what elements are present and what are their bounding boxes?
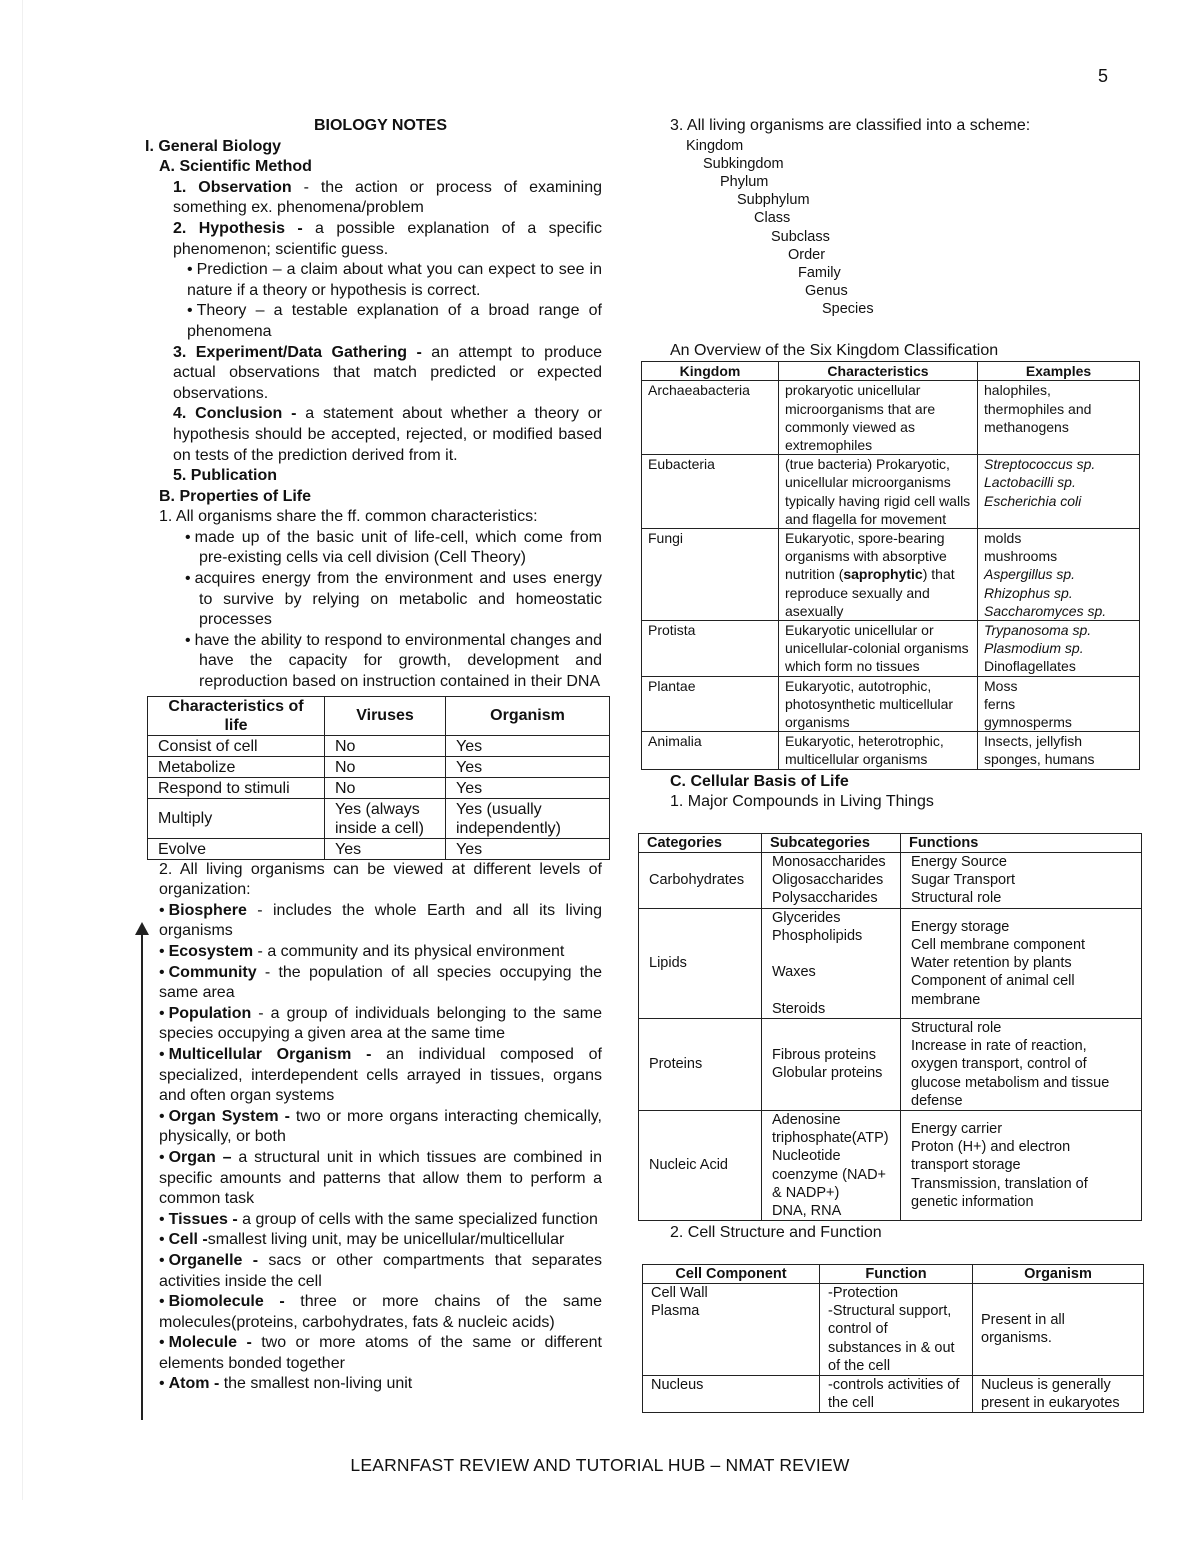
bullet-text: Prediction – a claim about what you can expect to see in nature if a theory or hypothesis is correct. — [187, 261, 602, 299]
kingdom-characteristics: Eukaryotic unicellular or unicellular-colonial organisms which form no tissues — [779, 621, 978, 677]
function: -Structural support, control of substances in & out of the cell — [828, 1303, 955, 1374]
bullet-text: Theory – a testable explanation of a broad range of phenomena — [187, 302, 602, 340]
subcategories — [762, 853, 901, 909]
scheme-level: Family — [798, 265, 841, 282]
hierarchy-arrow — [141, 930, 143, 1420]
subcategory: Globular proteins — [772, 1065, 883, 1082]
function: -Protection — [828, 1284, 899, 1301]
functions — [901, 853, 1142, 909]
table-header: Organism — [446, 696, 610, 735]
char-text: Eukaryotic, spore-bearing organisms with absorptive nutrition ( — [785, 530, 947, 583]
bullet-dot — [159, 1334, 169, 1351]
example: Insects, jellyfish — [984, 733, 1083, 750]
doc-title: BIOLOGY NOTES — [313, 117, 448, 134]
compounds-table — [638, 833, 1142, 1221]
cell-structure-title: 2. Cell Structure and Function — [670, 1224, 882, 1242]
cell: Yes (usually independently) — [446, 798, 610, 838]
props-intro: 1. All organisms share the ff. common characteristics: — [159, 508, 538, 526]
example: Lactobacilli sp. — [984, 474, 1076, 491]
level-desc: smallest living unit, may be unicellular/multicellular — [207, 1231, 565, 1249]
functions — [901, 1018, 1142, 1110]
level-desc: sacs or other compartments that separates activities inside the cell — [159, 1251, 602, 1290]
subcategory — [772, 945, 890, 963]
cell: Yes — [325, 838, 446, 859]
function: Cell membrane component — [911, 936, 1086, 953]
sm-experiment — [159, 343, 602, 405]
hyp-bullet — [159, 301, 602, 342]
kingdom-name: Animalia — [642, 732, 779, 769]
subcategory: Fibrous proteins — [772, 1047, 876, 1064]
desc: a possible explanation of a specific phenomenon; scientific guess. — [173, 219, 602, 258]
function: Proton (H+) and electron transport storage — [911, 1139, 1071, 1174]
cell-function — [820, 1375, 973, 1412]
term: 4. Conclusion - — [173, 405, 297, 423]
functions — [901, 1110, 1142, 1220]
level-item — [159, 1230, 602, 1251]
props-bullet — [159, 528, 602, 569]
table-row — [642, 732, 1140, 769]
function: Water retention by plants — [911, 955, 1072, 972]
cell: No — [325, 756, 446, 777]
bullet-dot — [159, 1252, 169, 1269]
function: Structural role — [911, 1019, 1002, 1036]
table-row — [639, 853, 1142, 909]
table-row — [642, 529, 1140, 621]
component: Plasma — [651, 1303, 700, 1320]
component: Nucleus — [651, 1376, 704, 1393]
level-desc: a group of cells with the same specialized function — [237, 1210, 598, 1228]
page-edge — [22, 0, 23, 1500]
level-item — [159, 963, 602, 1004]
level-term: Biosphere — [168, 901, 247, 919]
section-general-biology: I. General Biology — [145, 137, 282, 155]
sm-publication — [159, 466, 602, 487]
table-row — [639, 1018, 1142, 1110]
table-header-row — [643, 1264, 1144, 1283]
subcategory: Nucleotide coenzyme (NAD+ & NADP+) — [772, 1148, 887, 1201]
level-term: Ecosystem — [168, 943, 254, 960]
table-header: Organism — [973, 1264, 1144, 1283]
level-item — [159, 1292, 602, 1333]
level-term: Molecule - — [168, 1334, 252, 1352]
kingdom-examples — [978, 381, 1140, 455]
subcategory — [772, 982, 890, 1000]
subcategory: Phospholipids — [772, 927, 863, 944]
function: -controls activities of the cell — [828, 1376, 960, 1412]
table-header: Functions — [901, 833, 1142, 852]
table-row — [148, 798, 610, 838]
cell-component — [643, 1375, 820, 1412]
levels-intro: 2. All living organisms can be viewed at different levels of organization: — [159, 860, 602, 899]
category: Carbohydrates — [639, 853, 762, 909]
kingdom-characteristics: (true bacteria) Prokaryotic, unicellular microorganisms typically having rigid cell walls and flagella for movement — [779, 455, 978, 529]
example: methanogens — [984, 418, 1069, 435]
level-item — [159, 942, 602, 963]
subcategory: Monosaccharides — [772, 854, 886, 871]
right-column — [638, 116, 1148, 1413]
level-term: Organ System - — [168, 1107, 290, 1125]
table-row — [642, 455, 1140, 529]
subcategory: Polysaccharides — [772, 890, 878, 907]
bullet-dot — [159, 1108, 169, 1125]
level-item — [159, 1210, 602, 1231]
level-item — [159, 1251, 602, 1292]
kingdom-name: Fungi — [642, 529, 779, 621]
cell: Yes — [446, 838, 610, 859]
level-term: Cell - — [168, 1231, 208, 1249]
table-row — [148, 735, 610, 756]
scheme-level: Order — [788, 246, 826, 263]
example: Streptococcus sp. — [984, 456, 1096, 473]
scheme-level: Subkingdom — [703, 155, 784, 172]
bullet-dot — [159, 1231, 169, 1248]
example: molds — [984, 530, 1022, 547]
kingdom-characteristics: prokaryotic unicellular microorganisms that are commonly viewed as extremophiles — [779, 381, 978, 455]
cell-organism: Present in all organisms. — [973, 1283, 1144, 1375]
scheme-level: Genus — [805, 283, 848, 300]
table-row — [642, 676, 1140, 732]
subcategory: DNA, RNA — [772, 1202, 842, 1219]
level-desc: an individual composed of specialized, interdependent cells arrayed in tissues, organs and often organ systems — [159, 1045, 603, 1105]
example: Trypanosoma sp. — [984, 622, 1092, 639]
kingdom-name: Eubacteria — [642, 455, 779, 529]
example: Aspergillus sp. — [984, 566, 1076, 583]
table-row — [643, 1283, 1144, 1375]
sm-hypothesis — [159, 219, 602, 260]
level-desc: - includes the whole Earth and all its living organisms — [159, 901, 602, 940]
level-item — [159, 1107, 602, 1148]
kingdom-examples — [978, 455, 1140, 529]
cell-table — [642, 1264, 1144, 1414]
function: Energy Source — [911, 854, 1007, 871]
bullet-text: have the ability to respond to environmental changes and have the capacity for growth, development and reproduction based on instruction contained in their DNA — [194, 631, 602, 691]
category: Lipids — [639, 908, 762, 1018]
scheme-level: Kingdom — [686, 137, 744, 154]
term: 5. Publication — [173, 467, 278, 485]
scheme-level: Class — [754, 210, 791, 227]
subcategory: Oligosaccharides — [772, 872, 884, 889]
function: Energy carrier — [911, 1121, 1003, 1138]
term: 2. Hypothesis - — [173, 219, 303, 237]
cell: No — [325, 777, 446, 798]
level-term: Biomolecule - — [168, 1293, 285, 1311]
subcategory: Glycerides — [772, 909, 841, 926]
kingdom-examples — [978, 621, 1140, 677]
cell: Consist of cell — [148, 735, 325, 756]
example: Moss — [984, 677, 1018, 694]
table-row — [642, 381, 1140, 455]
life-characteristics-table — [147, 696, 610, 860]
classification-scheme — [638, 137, 1148, 319]
table-header: Kingdom — [642, 362, 779, 381]
level-term: Population — [168, 1004, 252, 1022]
kingdom-caption: An Overview of the Six Kingdom Classification — [670, 341, 999, 359]
cell: Yes (always inside a cell) — [325, 798, 446, 838]
scheme-level: Subphylum — [737, 192, 810, 209]
example: Escherichia coli — [984, 492, 1082, 509]
footer: LEARNFAST REVIEW AND TUTORIAL HUB – NMAT REVIEW — [350, 1455, 850, 1475]
level-term: Atom - — [168, 1375, 220, 1393]
level-desc: the smallest non-living unit — [219, 1375, 413, 1393]
kingdom-name: Protista — [642, 621, 779, 677]
level-desc: - a group of individuals belonging to the same species occupying a given area at the same time — [159, 1004, 602, 1043]
table-header-row — [639, 833, 1142, 852]
bullet-text: acquires energy from the environment and uses energy to survive by relying on metabolic and homeostatic processes — [194, 570, 602, 629]
table-row — [148, 838, 610, 859]
subcategory: Waxes — [772, 964, 816, 981]
subcategory: Adenosine triphosphate(ATP) — [772, 1111, 889, 1147]
table-header: Characteristics — [779, 362, 978, 381]
example: sponges, humans — [984, 751, 1095, 768]
function: Structural role — [911, 890, 1002, 907]
bullet-dot — [159, 902, 169, 919]
table-header: Subcategories — [762, 833, 901, 852]
levels-list — [159, 901, 602, 1395]
level-item — [159, 1374, 602, 1395]
bullet-dot — [159, 1211, 169, 1228]
page-number: 5 — [1098, 66, 1109, 86]
example: thermophiles and — [984, 400, 1092, 417]
example: halophiles, — [984, 382, 1051, 399]
props-bullet — [159, 631, 602, 693]
function: Transmission, translation of genetic information — [911, 1175, 1088, 1210]
level-desc: - the population of all species occupying the same area — [159, 963, 602, 1002]
bullet-text: made up of the basic unit of life-cell, which come from pre-existing cells via cell division (Cell Theory) — [194, 528, 602, 567]
level-term: Multicellular Organism - — [168, 1045, 372, 1063]
level-desc: three or more chains of the same molecules(proteins, carbohydrates, fats & nucleic acids) — [159, 1293, 602, 1331]
bullet-dot — [159, 1375, 169, 1392]
table-header-row — [642, 362, 1140, 381]
function: Component of animal cell membrane — [911, 973, 1075, 1008]
cell-function — [820, 1283, 973, 1375]
bullet-dot — [159, 1005, 169, 1022]
desc: - the action or process of examining something ex. phenomena/problem — [173, 178, 602, 217]
char-bold: saprophytic — [843, 566, 923, 583]
cell: Multiply — [148, 798, 325, 838]
sm-conclusion — [159, 404, 602, 466]
bullet-dot — [159, 964, 169, 981]
left-column — [145, 116, 603, 1395]
example: gymnosperms — [984, 714, 1072, 731]
cell: Yes — [446, 756, 610, 777]
section-properties-of-life: B. Properties of Life — [159, 487, 312, 505]
desc: a statement about whether a theory or hypothesis should be accepted, rejected, or modified based on tests of the prediction derived from it. — [173, 405, 603, 464]
kingdom-characteristics — [779, 529, 978, 621]
cell: Respond to stimuli — [148, 777, 325, 798]
level-desc: a structural unit in which tissues are combined in specific amounts and patterns that allow them to perform a common task — [159, 1148, 603, 1208]
term: 3. Experiment/Data Gathering - — [173, 343, 422, 361]
table-header: Cell Component — [643, 1264, 820, 1283]
kingdom-characteristics: Eukaryotic, heterotrophic, multicellular organisms — [779, 732, 978, 769]
level-item — [159, 1004, 602, 1045]
example: Dinoflagellates — [984, 658, 1076, 675]
subcategories — [762, 1110, 901, 1220]
level-term: Community — [168, 963, 257, 981]
function: Sugar Transport — [911, 872, 1015, 889]
level-desc: two or more organs interacting chemically, physically, or both — [159, 1107, 602, 1146]
level-item — [159, 1333, 602, 1374]
subcategories — [762, 908, 901, 1018]
kingdom-examples — [978, 732, 1140, 769]
table-header: Viruses — [325, 696, 446, 735]
example: Rhizophus sp. — [984, 584, 1073, 601]
category: Nucleic Acid — [639, 1110, 762, 1220]
example: Saccharomyces sp. — [984, 602, 1107, 619]
table-row — [639, 908, 1142, 1018]
scheme-intro: 3. All living organisms are classified into a scheme: — [670, 117, 1031, 134]
section-scientific-method: A. Scientific Method — [159, 158, 312, 176]
cell: Evolve — [148, 838, 325, 859]
table-row — [148, 756, 610, 777]
table-header: Function — [820, 1264, 973, 1283]
level-desc: - a community and its physical environment — [253, 943, 565, 960]
function: Increase in rate of reaction, oxygen transport, control of glucose metabolism and tissue defense — [911, 1038, 1110, 1109]
table-header: Categories — [639, 833, 762, 852]
props-bullet — [159, 569, 602, 631]
bullet-dot — [159, 1149, 169, 1166]
table-row — [148, 777, 610, 798]
level-item — [159, 1045, 602, 1107]
bullet-dot — [159, 943, 169, 960]
function: Energy storage — [911, 918, 1010, 935]
category: Proteins — [639, 1018, 762, 1110]
scheme-level: Subclass — [771, 228, 830, 245]
kingdom-examples — [978, 676, 1140, 732]
level-item — [159, 1148, 602, 1210]
level-term: Tissues - — [168, 1210, 238, 1228]
hyp-bullet — [159, 260, 602, 301]
component: Cell Wall — [651, 1284, 708, 1301]
kingdom-characteristics: Eukaryotic, autotrophic, photosynthetic multicellular organisms — [779, 676, 978, 732]
term: 1. Observation — [173, 178, 292, 196]
scheme-level: Phylum — [720, 174, 769, 190]
example: Plasmodium sp. — [984, 640, 1084, 657]
cell-organism: Nucleus is generally present in eukaryotes — [973, 1375, 1144, 1412]
desc: an attempt to produce actual observations that match predicted or expected observations. — [173, 343, 602, 402]
cell-component — [643, 1283, 820, 1375]
sm-observation — [159, 178, 602, 219]
cell: Yes — [446, 777, 610, 798]
char-text: ) that reproduce sexually and asexually — [785, 566, 955, 619]
subcategories — [762, 1018, 901, 1110]
bullet-dot — [159, 1046, 169, 1063]
level-term: Organelle - — [168, 1251, 259, 1269]
table-row — [642, 621, 1140, 677]
level-desc: two or more atoms of the same or different elements bonded together — [159, 1334, 602, 1372]
kingdom-name: Archaeabacteria — [642, 381, 779, 455]
cell: Metabolize — [148, 756, 325, 777]
example: mushrooms — [984, 548, 1058, 565]
compounds-title: 1. Major Compounds in Living Things — [670, 793, 934, 811]
table-row — [639, 1110, 1142, 1220]
scheme-level: Species — [822, 301, 874, 318]
kingdom-examples — [978, 529, 1140, 621]
kingdom-table — [641, 361, 1140, 769]
section-cellular-basis: C. Cellular Basis of Life — [670, 772, 849, 790]
subcategory: Steroids — [772, 1000, 826, 1017]
table-header: Characteristics of life — [148, 696, 325, 735]
cell: No — [325, 735, 446, 756]
table-row — [643, 1375, 1144, 1412]
level-item — [159, 901, 602, 942]
functions — [901, 908, 1142, 1018]
level-term: Organ – — [168, 1148, 232, 1166]
example: ferns — [984, 695, 1016, 712]
cell: Yes — [446, 735, 610, 756]
table-header-row — [148, 696, 610, 735]
kingdom-name: Plantae — [642, 676, 779, 732]
bullet-dot — [159, 1293, 169, 1310]
table-header: Examples — [978, 362, 1140, 381]
